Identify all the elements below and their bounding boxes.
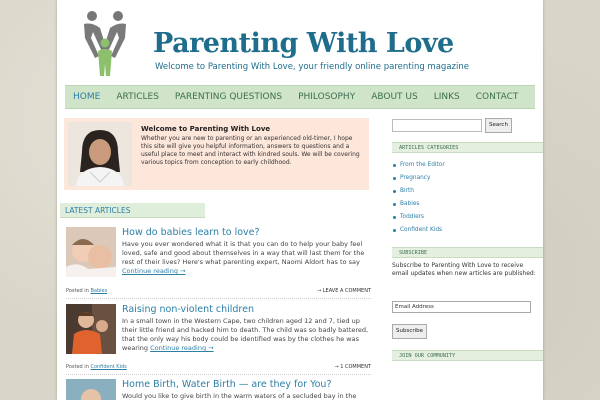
editor-photo — [68, 122, 132, 186]
welcome-box — [64, 118, 369, 190]
post-thumbnail[interactable] — [66, 304, 116, 354]
post-excerpt — [122, 240, 370, 276]
subscribe-widget-title: SUBSCRIBE — [392, 247, 543, 258]
site-tagline: Welcome to Parenting With Love, your friendly online parenting magazine — [155, 62, 469, 72]
nav-item-contact[interactable]: CONTACT — [475, 92, 519, 102]
nav-item-about-us[interactable]: ABOUT US — [371, 92, 418, 102]
post-item — [66, 379, 371, 400]
post-category-link[interactable]: Babies — [90, 288, 108, 294]
site-title[interactable]: Parenting With Love — [153, 28, 454, 59]
welcome-heading: Welcome to Parenting With Love — [141, 125, 271, 133]
leave-comment-link[interactable]: → LEAVE A COMMENT — [316, 288, 371, 294]
post-excerpt-text: In a small town in the Western Cape, two children aged 12 and 7, tied up their little friend and hacked him to death. The child was so badly battered, that the only way his body could be identified was by the clothes he was wearing — [122, 317, 369, 353]
family-logo-icon[interactable] — [81, 10, 129, 78]
post-category-link[interactable]: Confident Kids — [90, 364, 127, 370]
category-link[interactable]: Toddlers — [392, 211, 445, 224]
latest-articles-heading: LATEST ARTICLES — [60, 203, 205, 218]
posted-in-label: Posted in — [66, 364, 89, 370]
categories-widget-title: ARTICLES CATEGORIES — [392, 142, 543, 153]
welcome-text: Whether you are new to parenting or an experienced old-timer, I hope this site will give you helpful information, answers to questions and a useful place to meet and interact with kindred souls. We will be covering various topics from conception to early childhood. — [141, 135, 360, 167]
comments-link[interactable]: → 1 COMMENT — [334, 364, 371, 370]
nav-item-home[interactable]: HOME — [73, 92, 101, 102]
post-thumbnail[interactable] — [66, 227, 116, 277]
post-item — [66, 227, 371, 283]
post-item — [66, 304, 371, 360]
category-link[interactable]: Birth — [392, 185, 445, 198]
post-thumbnail[interactable] — [66, 379, 116, 400]
subscribe-description: Subscribe to Parenting With Love to receive email updates when new articles are published: — [392, 262, 536, 278]
site-header — [57, 0, 543, 84]
main-navigation — [65, 85, 535, 109]
post-meta — [66, 364, 371, 370]
post-title[interactable]: Home Birth, Water Birth — are they for You? — [122, 379, 332, 390]
categories-list — [392, 159, 445, 237]
nav-item-links[interactable]: LINKS — [433, 92, 460, 102]
post-meta — [66, 288, 371, 294]
community-widget-title: JOIN OUR COMMUNITY — [392, 350, 543, 361]
nav-item-articles[interactable]: ARTICLES — [116, 92, 159, 102]
post-divider — [66, 298, 371, 299]
category-link[interactable]: Confident Kids — [392, 224, 445, 237]
page — [57, 0, 543, 400]
search-button[interactable]: Search — [485, 118, 512, 133]
nav-item-philosophy[interactable]: PHILOSOPHY — [298, 92, 356, 102]
nav-item-parenting-questions[interactable]: PARENTING QUESTIONS — [174, 92, 283, 102]
category-link[interactable]: Babies — [392, 198, 445, 211]
subscribe-button[interactable]: Subscribe — [392, 324, 427, 339]
email-field[interactable]: Email Address — [392, 301, 531, 313]
posted-in-label: Posted in — [66, 288, 89, 294]
post-excerpt — [122, 317, 370, 353]
post-divider — [66, 374, 371, 375]
post-title[interactable]: How do babies learn to love? — [122, 227, 260, 238]
post-excerpt: Would you like to give birth in the warm waters of a secluded bay in the — [122, 392, 357, 400]
search-input[interactable] — [392, 119, 482, 132]
category-link[interactable]: From the Editor — [392, 159, 445, 172]
category-link[interactable]: Pregnancy — [392, 172, 445, 185]
post-title[interactable]: Raising non-violent children — [122, 304, 254, 315]
continue-reading-link[interactable]: Continue reading → — [122, 267, 186, 276]
continue-reading-link[interactable]: Continue reading → — [150, 344, 214, 353]
post-excerpt-text: Have you ever wondered what it is that you can do to help your baby feel loved, safe and good about themselves in a way that will last them for the rest of their lives? Here's what parenting expert, Naomi Aldort has to say — [122, 240, 365, 267]
